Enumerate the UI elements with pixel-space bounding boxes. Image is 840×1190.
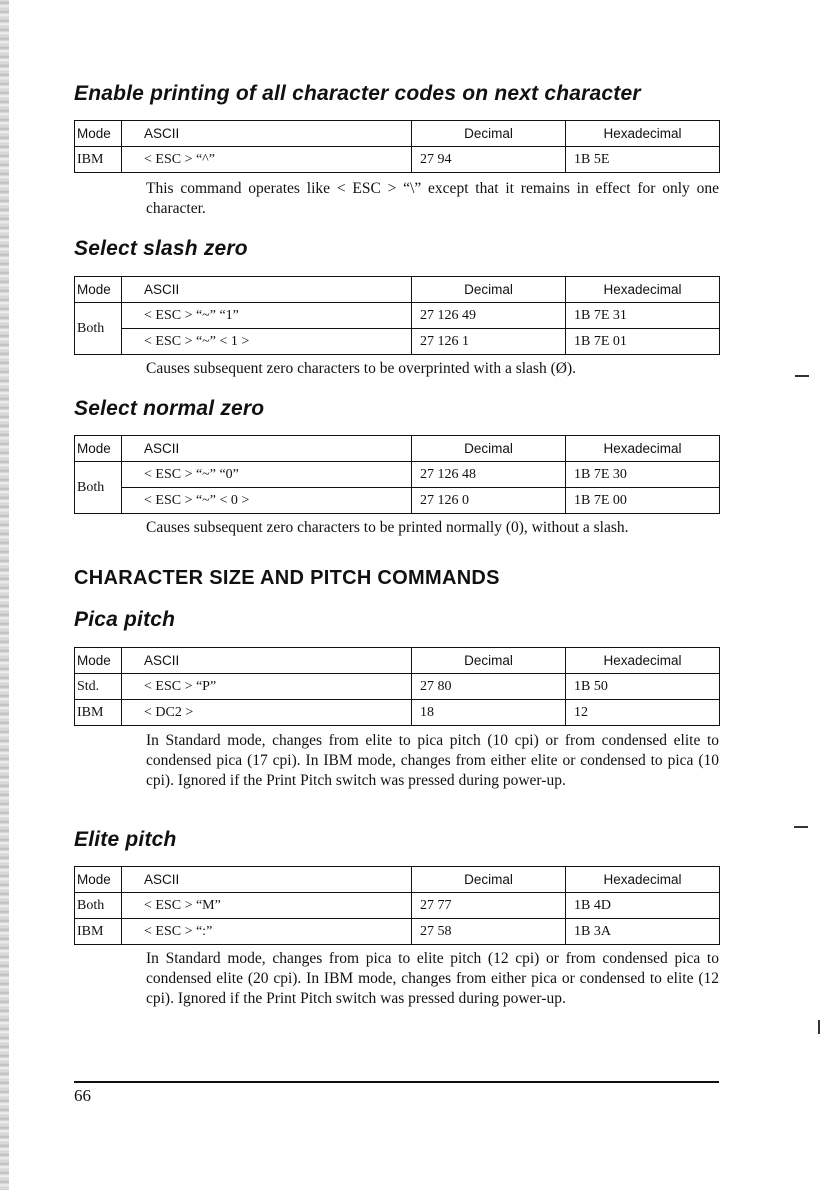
mode-cell: Both — [75, 893, 122, 919]
table-row — [75, 700, 720, 726]
table-row — [75, 462, 720, 488]
col-header-ascii: ASCII — [122, 867, 412, 893]
mode-cell: Both — [75, 303, 122, 355]
col-header-hexadecimal: Hexadecimal — [566, 121, 720, 147]
table-row — [75, 893, 720, 919]
col-header-ascii: ASCII — [122, 436, 412, 462]
section-heading-slash-zero: Select slash zero — [74, 237, 248, 260]
footer-rule — [74, 1081, 719, 1083]
section-heading-elite-pitch: Elite pitch — [74, 828, 177, 851]
hex-cell: 1B 7E 30 — [566, 462, 720, 488]
section-description: Causes subsequent zero characters to be printed normally (0), without a slash. — [146, 519, 629, 536]
ascii-cell: < ESC > “P” — [122, 674, 412, 700]
col-header-hexadecimal: Hexadecimal — [566, 277, 720, 303]
mode-cell: IBM — [75, 700, 122, 726]
col-header-hexadecimal: Hexadecimal — [566, 867, 720, 893]
section-description: In Standard mode, changes from elite to pica pitch (10 cpi) or from condensed elite to condensed pica (17 cpi). In IBM mode, changes from either elite or condensed to pica (10 cpi). Ignored if the Print Pitch switch was pressed during power-up. — [146, 732, 719, 789]
command-table-enable-all-codes — [74, 120, 720, 173]
ascii-cell: < DC2 > — [122, 700, 412, 726]
decimal-cell: 27 80 — [412, 674, 566, 700]
ascii-cell: < ESC > “~” “1” — [122, 303, 412, 329]
hex-cell: 1B 7E 01 — [566, 329, 720, 355]
mode-cell: IBM — [75, 919, 122, 945]
col-header-ascii: ASCII — [122, 277, 412, 303]
col-header-ascii: ASCII — [122, 121, 412, 147]
decimal-cell: 27 94 — [412, 147, 566, 173]
table-row — [75, 303, 720, 329]
decimal-cell: 27 126 1 — [412, 329, 566, 355]
chapter-heading: CHARACTER SIZE AND PITCH COMMANDS — [74, 567, 500, 589]
hex-cell: 12 — [566, 700, 720, 726]
section-description: In Standard mode, changes from pica to elite pitch (12 cpi) or from condensed pica to condensed elite (20 cpi). In IBM mode, changes from either pica or condensed to elite (12 cpi). Ignored if the Print Pitch switch was pressed during power-up. — [146, 950, 719, 1007]
ascii-cell: < ESC > “~” “0” — [122, 462, 412, 488]
decimal-cell: 27 126 48 — [412, 462, 566, 488]
command-table-elite-pitch — [74, 866, 720, 945]
col-header-mode: Mode — [75, 436, 122, 462]
mode-cell: Std. — [75, 674, 122, 700]
decimal-cell: 18 — [412, 700, 566, 726]
section-description: Causes subsequent zero characters to be overprinted with a slash (Ø). — [146, 360, 576, 377]
table-row — [75, 488, 720, 514]
hex-cell: 1B 5E — [566, 147, 720, 173]
table-row — [75, 674, 720, 700]
col-header-decimal: Decimal — [412, 277, 566, 303]
table-header-row — [75, 121, 720, 147]
hex-cell: 1B 4D — [566, 893, 720, 919]
col-header-decimal: Decimal — [412, 867, 566, 893]
command-table-normal-zero — [74, 435, 720, 514]
scan-mark — [818, 1020, 820, 1034]
hex-cell: 1B 7E 00 — [566, 488, 720, 514]
hex-cell: 1B 50 — [566, 674, 720, 700]
col-header-mode: Mode — [75, 867, 122, 893]
table-header-row — [75, 277, 720, 303]
hex-cell: 1B 3A — [566, 919, 720, 945]
ascii-cell: < ESC > “^” — [122, 147, 412, 173]
ascii-cell: < ESC > “:” — [122, 919, 412, 945]
section-heading-enable-all-codes: Enable printing of all character codes on next character — [74, 82, 641, 105]
col-header-decimal: Decimal — [412, 121, 566, 147]
scan-mark — [795, 375, 809, 377]
mode-cell: Both — [75, 462, 122, 514]
scan-edge — [0, 0, 9, 1190]
ascii-cell: < ESC > “~” < 0 > — [122, 488, 412, 514]
table-header-row — [75, 648, 720, 674]
table-header-row — [75, 867, 720, 893]
hex-cell: 1B 7E 31 — [566, 303, 720, 329]
col-header-hexadecimal: Hexadecimal — [566, 648, 720, 674]
col-header-mode: Mode — [75, 121, 122, 147]
col-header-decimal: Decimal — [412, 436, 566, 462]
decimal-cell: 27 126 49 — [412, 303, 566, 329]
table-header-row — [75, 436, 720, 462]
col-header-mode: Mode — [75, 648, 122, 674]
ascii-cell: < ESC > “M” — [122, 893, 412, 919]
col-header-mode: Mode — [75, 277, 122, 303]
command-table-slash-zero — [74, 276, 720, 355]
col-header-decimal: Decimal — [412, 648, 566, 674]
ascii-cell: < ESC > “~” < 1 > — [122, 329, 412, 355]
page-number: 66 — [74, 1086, 91, 1105]
table-row — [75, 329, 720, 355]
table-row — [75, 147, 720, 173]
decimal-cell: 27 77 — [412, 893, 566, 919]
col-header-hexadecimal: Hexadecimal — [566, 436, 720, 462]
col-header-ascii: ASCII — [122, 648, 412, 674]
mode-cell: IBM — [75, 147, 122, 173]
table-row — [75, 919, 720, 945]
section-description: This command operates like < ESC > “\” except that it remains in effect for only one character. — [146, 180, 719, 217]
command-table-pica-pitch — [74, 647, 720, 726]
scan-mark — [794, 826, 808, 828]
decimal-cell: 27 126 0 — [412, 488, 566, 514]
decimal-cell: 27 58 — [412, 919, 566, 945]
section-heading-normal-zero: Select normal zero — [74, 397, 265, 420]
section-heading-pica-pitch: Pica pitch — [74, 608, 176, 631]
